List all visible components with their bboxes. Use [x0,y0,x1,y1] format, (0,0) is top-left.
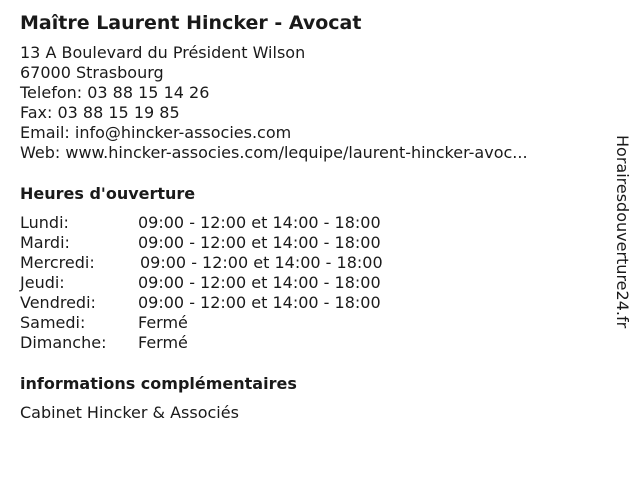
address-street: 13 A Boulevard du Président Wilson [20,43,306,62]
time-value: Fermé [138,333,188,352]
contact-block [20,43,528,163]
time-value: 09:00 - 12:00 et 14:00 - 18:00 [138,233,381,252]
time-value: 09:00 - 12:00 et 14:00 - 18:00 [138,293,381,312]
time-value: 09:00 - 12:00 et 14:00 - 18:00 [138,273,381,292]
address-city: 67000 Strasbourg [20,63,164,82]
fax-number: Fax: 03 88 15 19 85 [20,103,180,122]
watermark-text: Horairesdouverture24.fr [613,135,632,329]
additional-info-heading: informations complémentaires [20,374,297,393]
page-title: Maître Laurent Hincker - Avocat [20,12,362,34]
day-label: Mercredi: [20,253,95,272]
day-label: Mardi: [20,233,70,252]
email-address: Email: info@hincker-associes.com [20,123,292,142]
day-label: Vendredi: [20,293,96,312]
day-label: Jeudi: [20,273,65,292]
time-value: 09:00 - 12:00 et 14:00 - 18:00 [140,253,383,272]
website-link: Web: www.hincker-associes.com/lequipe/laurent-hincker-avoc... [20,143,528,162]
day-label: Lundi: [20,213,69,232]
time-value: Fermé [138,313,188,332]
phone-number: Telefon: 03 88 15 14 26 [20,83,210,102]
time-value: 09:00 - 12:00 et 14:00 - 18:00 [138,213,381,232]
day-label: Dimanche: [20,333,107,352]
additional-info-text: Cabinet Hincker & Associés [20,403,239,422]
day-label: Samedi: [20,313,86,332]
opening-hours-heading: Heures d'ouverture [20,184,196,203]
